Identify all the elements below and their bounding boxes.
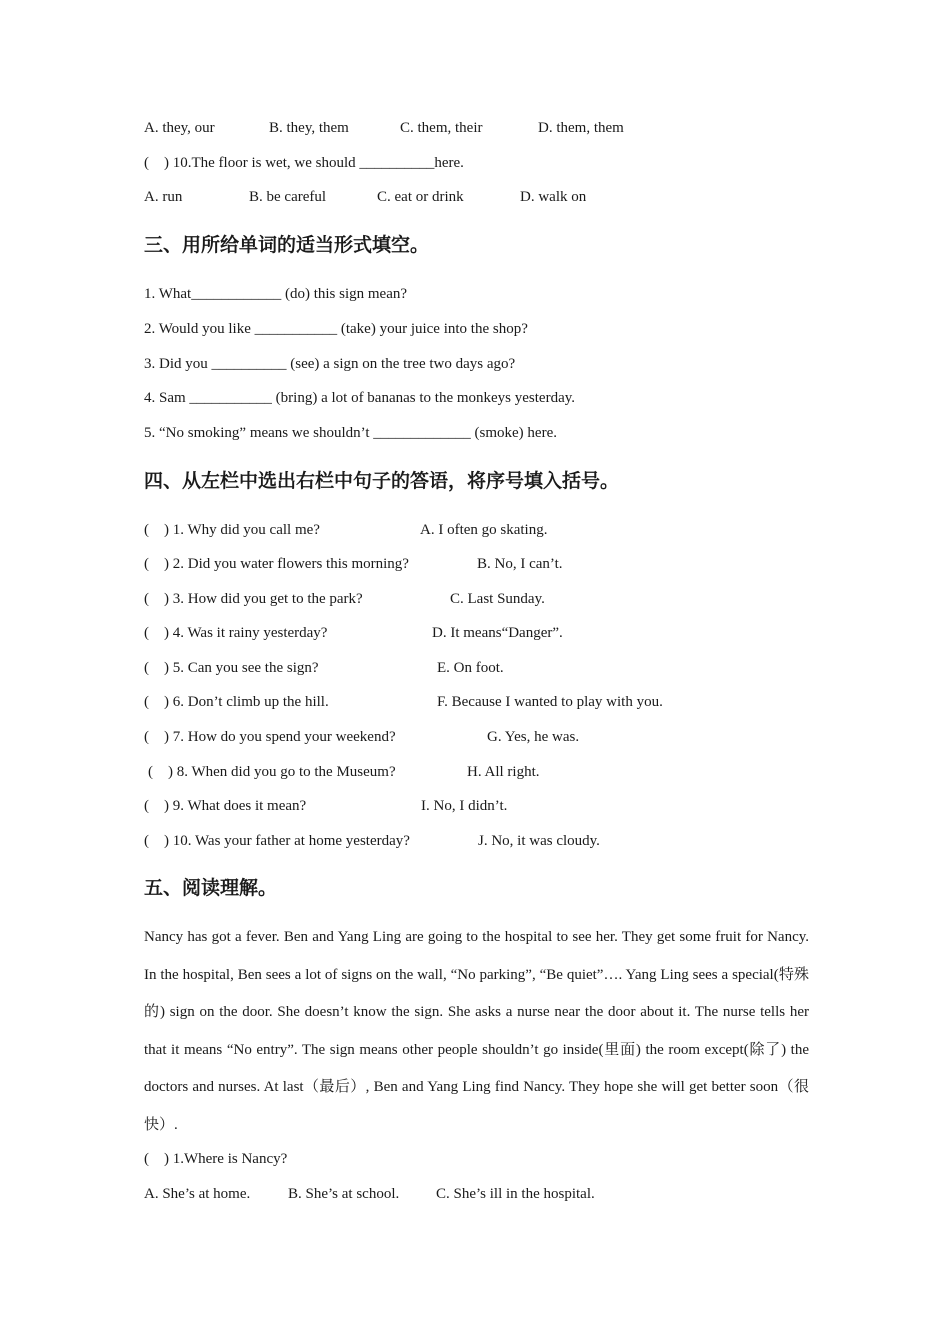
match-question-6: ( ) 6. Don’t climb up the hill. [144,694,329,710]
match-question-4: ( ) 4. Was it rainy yesterday? [144,625,328,641]
match-question-2: ( ) 2. Did you water flowers this morning? [144,556,409,572]
q10-option-a: A. run [144,189,183,205]
q9-option-a: A. they, our [144,120,215,136]
match-answer-f: F. Because I wanted to play with you. [437,694,663,710]
q10-stem: ( ) 10.The floor is wet, we should __________here. [144,155,464,171]
section3-item-1: 1. What____________ (do) this sign mean? [144,286,408,302]
match-question-7: ( ) 7. How do you spend your weekend? [144,729,396,745]
reading-passage: Nancy has got a fever. Ben and Yang Ling are going to the hospital to see her. They get some fruit for Nancy. In the hospital, Ben sees a lot of signs on the wall, “No parking”, “Be quiet”…. Yang Ling sees a special(特殊的) sign on the door. She doesn’t know the sign. She asks a nurse near the door about it. The nurse tells her that it means “No entry”. The sign means other people shouldn’t go inside(里面) the room except(除了) the doctors and nurses. At last（最后）, Ben and Yang Ling find Nancy. They hope she will get better soon（很快）. [144,929,809,1133]
q9-option-b: B. they, them [269,120,349,136]
match-answer-c: C. Last Sunday. [450,591,545,607]
match-question-9: ( ) 9. What does it mean? [144,798,307,814]
match-answer-d: D. It means“Danger”. [432,625,563,641]
match-answer-b: B. No, I can’t. [477,556,563,572]
reading-option-b: B. She’s at school. [288,1186,400,1202]
match-question-3: ( ) 3. How did you get to the park? [144,591,363,607]
match-answer-g: G. Yes, he was. [487,729,580,745]
reading-option-a: A. She’s at home. [144,1186,251,1202]
match-answer-i: I. No, I didn’t. [421,798,508,814]
section4-heading: 四、从左栏中选出右栏中句子的答语，将序号填入括号。 [144,470,620,492]
q10-option-c: C. eat or drink [377,189,464,205]
section3-item-4: 4. Sam ___________ (bring) a lot of bananas to the monkeys yesterday. [144,390,576,406]
q10-option-b: B. be careful [249,189,327,205]
match-question-8: ( ) 8. When did you go to the Museum? [148,764,396,780]
section3-item-3: 3. Did you __________ (see) a sign on the tree two days ago? [144,356,516,372]
match-question-10: ( ) 10. Was your father at home yesterday? [144,833,410,849]
match-answer-a: A. I often go skating. [420,522,548,538]
match-answer-h: H. All right. [467,764,540,780]
section3-heading: 三、用所给单词的适当形式填空。 [144,234,430,256]
match-answer-e: E. On foot. [437,660,504,676]
q10-option-d: D. walk on [520,189,587,205]
section3-item-5: 5. “No smoking” means we shouldn’t _____________ (smoke) here. [144,425,557,441]
q9-option-c: C. them, their [400,120,483,136]
match-question-5: ( ) 5. Can you see the sign? [144,660,319,676]
section3-item-2: 2. Would you like ___________ (take) your juice into the shop? [144,321,528,337]
reading-question-1: ( ) 1.Where is Nancy? [144,1151,288,1167]
section5-heading: 五、阅读理解。 [144,877,278,899]
match-question-1: ( ) 1. Why did you call me? [144,522,320,538]
reading-option-c: C. She’s ill in the hospital. [436,1186,595,1202]
match-answer-j: J. No, it was cloudy. [478,833,600,849]
q9-option-d: D. them, them [538,120,624,136]
